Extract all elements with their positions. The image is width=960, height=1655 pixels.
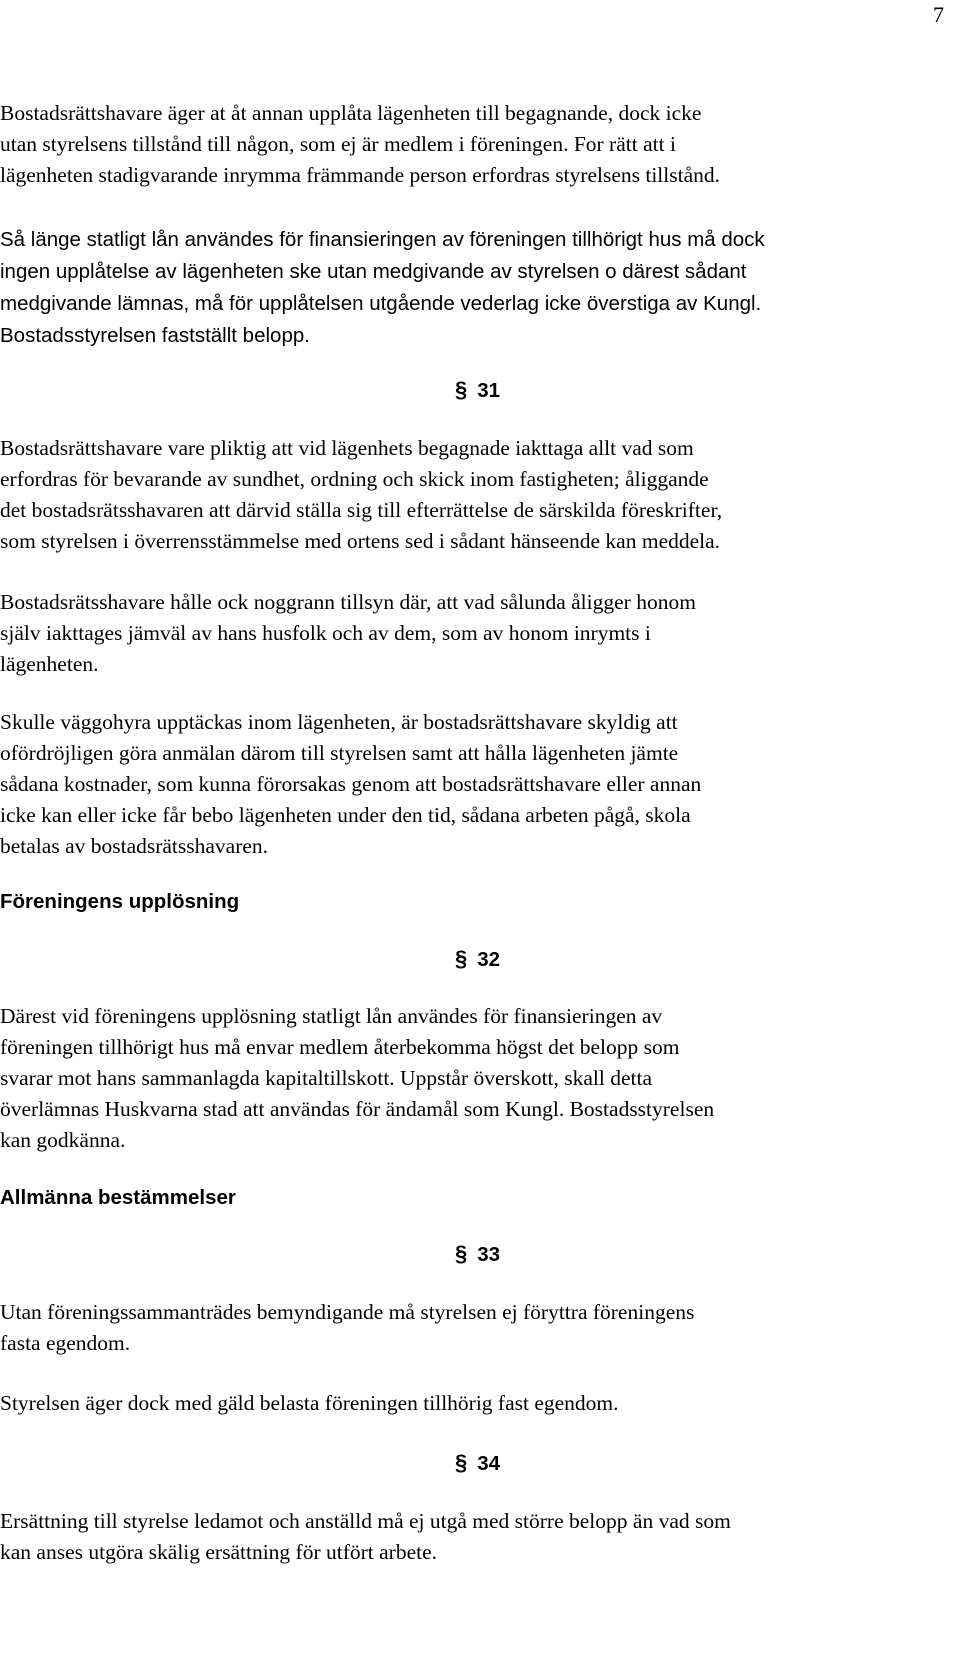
section-heading-33 [455, 1240, 500, 1269]
section-heading-32 [455, 945, 500, 974]
page-number: 7 [933, 2, 944, 27]
section-symbol: § [455, 1450, 468, 1475]
paragraph-state-loan: Så länge statligt lån användes för finansieringen av föreningen tillhörigt hus må dock ingen upplåtelse av lägenheten ske utan medgivande av styrelsen o därest sådant medgivande lämnas, må för upplåtelsen utgående vederlag icke överstiga av Kungl. Bostadsstyrelsen fastställt belopp. [0, 228, 765, 347]
paragraph-mortgage: Styrelsen äger dock med gäld belasta föreningen tillhörig fast egendom. [0, 1391, 619, 1415]
paragraph-compensation: Ersättning till styrelse ledamot och anställd må ej utgå med större belopp än vad som kan anses utgöra skälig ersättning för utfört arbete. [0, 1509, 731, 1564]
paragraph-subletting: Bostadsrättshavare äger at åt annan upplåta lägenheten till begagnande, dock icke utan styrelsens tillstånd till någon, som ej är medlem i föreningen. For rätt att i lägenheten stadigvarande inrymma främmande person erfordras styrelsens tillstånd. [0, 101, 721, 187]
heading-general-provisions: Allmänna bestämmelser [0, 1186, 236, 1209]
heading-dissolution: Föreningens upplösning [0, 890, 240, 913]
section-symbol: § [455, 377, 468, 402]
paragraph-dissolution: Därest vid föreningens upplösning statligt lån användes för finansieringen av föreningen tillhörigt hus må envar medlem återbekomma högst det belopp som svarar mot hans sammanlagda kapitaltillskott. Uppstår överskott, skall detta överlämnas Huskvarna stad att användas för ändamål som Kungl. Bostadsstyrelsen kan godkänna. [0, 1004, 715, 1152]
section-number: 34 [477, 1452, 501, 1475]
section-number: 31 [477, 379, 501, 402]
paragraph-property-sale: Utan föreningssammanträdes bemyndigande må styrelsen ej föryttra föreningens fasta egendom. [0, 1300, 695, 1355]
paragraph-supervision: Bostadsrätsshavare hålle ock noggrann tillsyn där, att vad sålunda åligger honom själv iakttages jämväl av hans husfolk och av dem, som av honom inrymts i lägenheten. [0, 590, 696, 676]
section-symbol: § [455, 1241, 468, 1266]
paragraph-obligations: Bostadsrättshavare vare pliktig att vid lägenhets begagnade iakttaga allt vad som erfordras för bevarande av sundhet, ordning och skick inom fastigheten; åliggande det bostadsrätsshavaren att därvid ställa sig till efterrättelse de särskilda föreskrifter, som styrelsen i överrensstämmelse med ortens sed i sådant hänseende kan meddela. [0, 436, 723, 553]
section-number: 32 [477, 948, 501, 971]
section-symbol: § [455, 946, 468, 971]
section-heading-31 [455, 376, 500, 405]
section-heading-34 [455, 1449, 500, 1478]
section-number: 33 [477, 1243, 501, 1266]
paragraph-bedbugs: Skulle väggohyra upptäckas inom lägenheten, är bostadsrättshavare skyldig att ofördröjligen göra anmälan därom till styrelsen samt att hålla lägenheten jämte sådana kostnader, som kunna förorsakas genom att bostadsrättshavare eller annan icke kan eller icke får bebo lägenheten under den tid, sådana arbeten pågå, skola betalas av bostadsrätsshavaren. [0, 710, 702, 858]
